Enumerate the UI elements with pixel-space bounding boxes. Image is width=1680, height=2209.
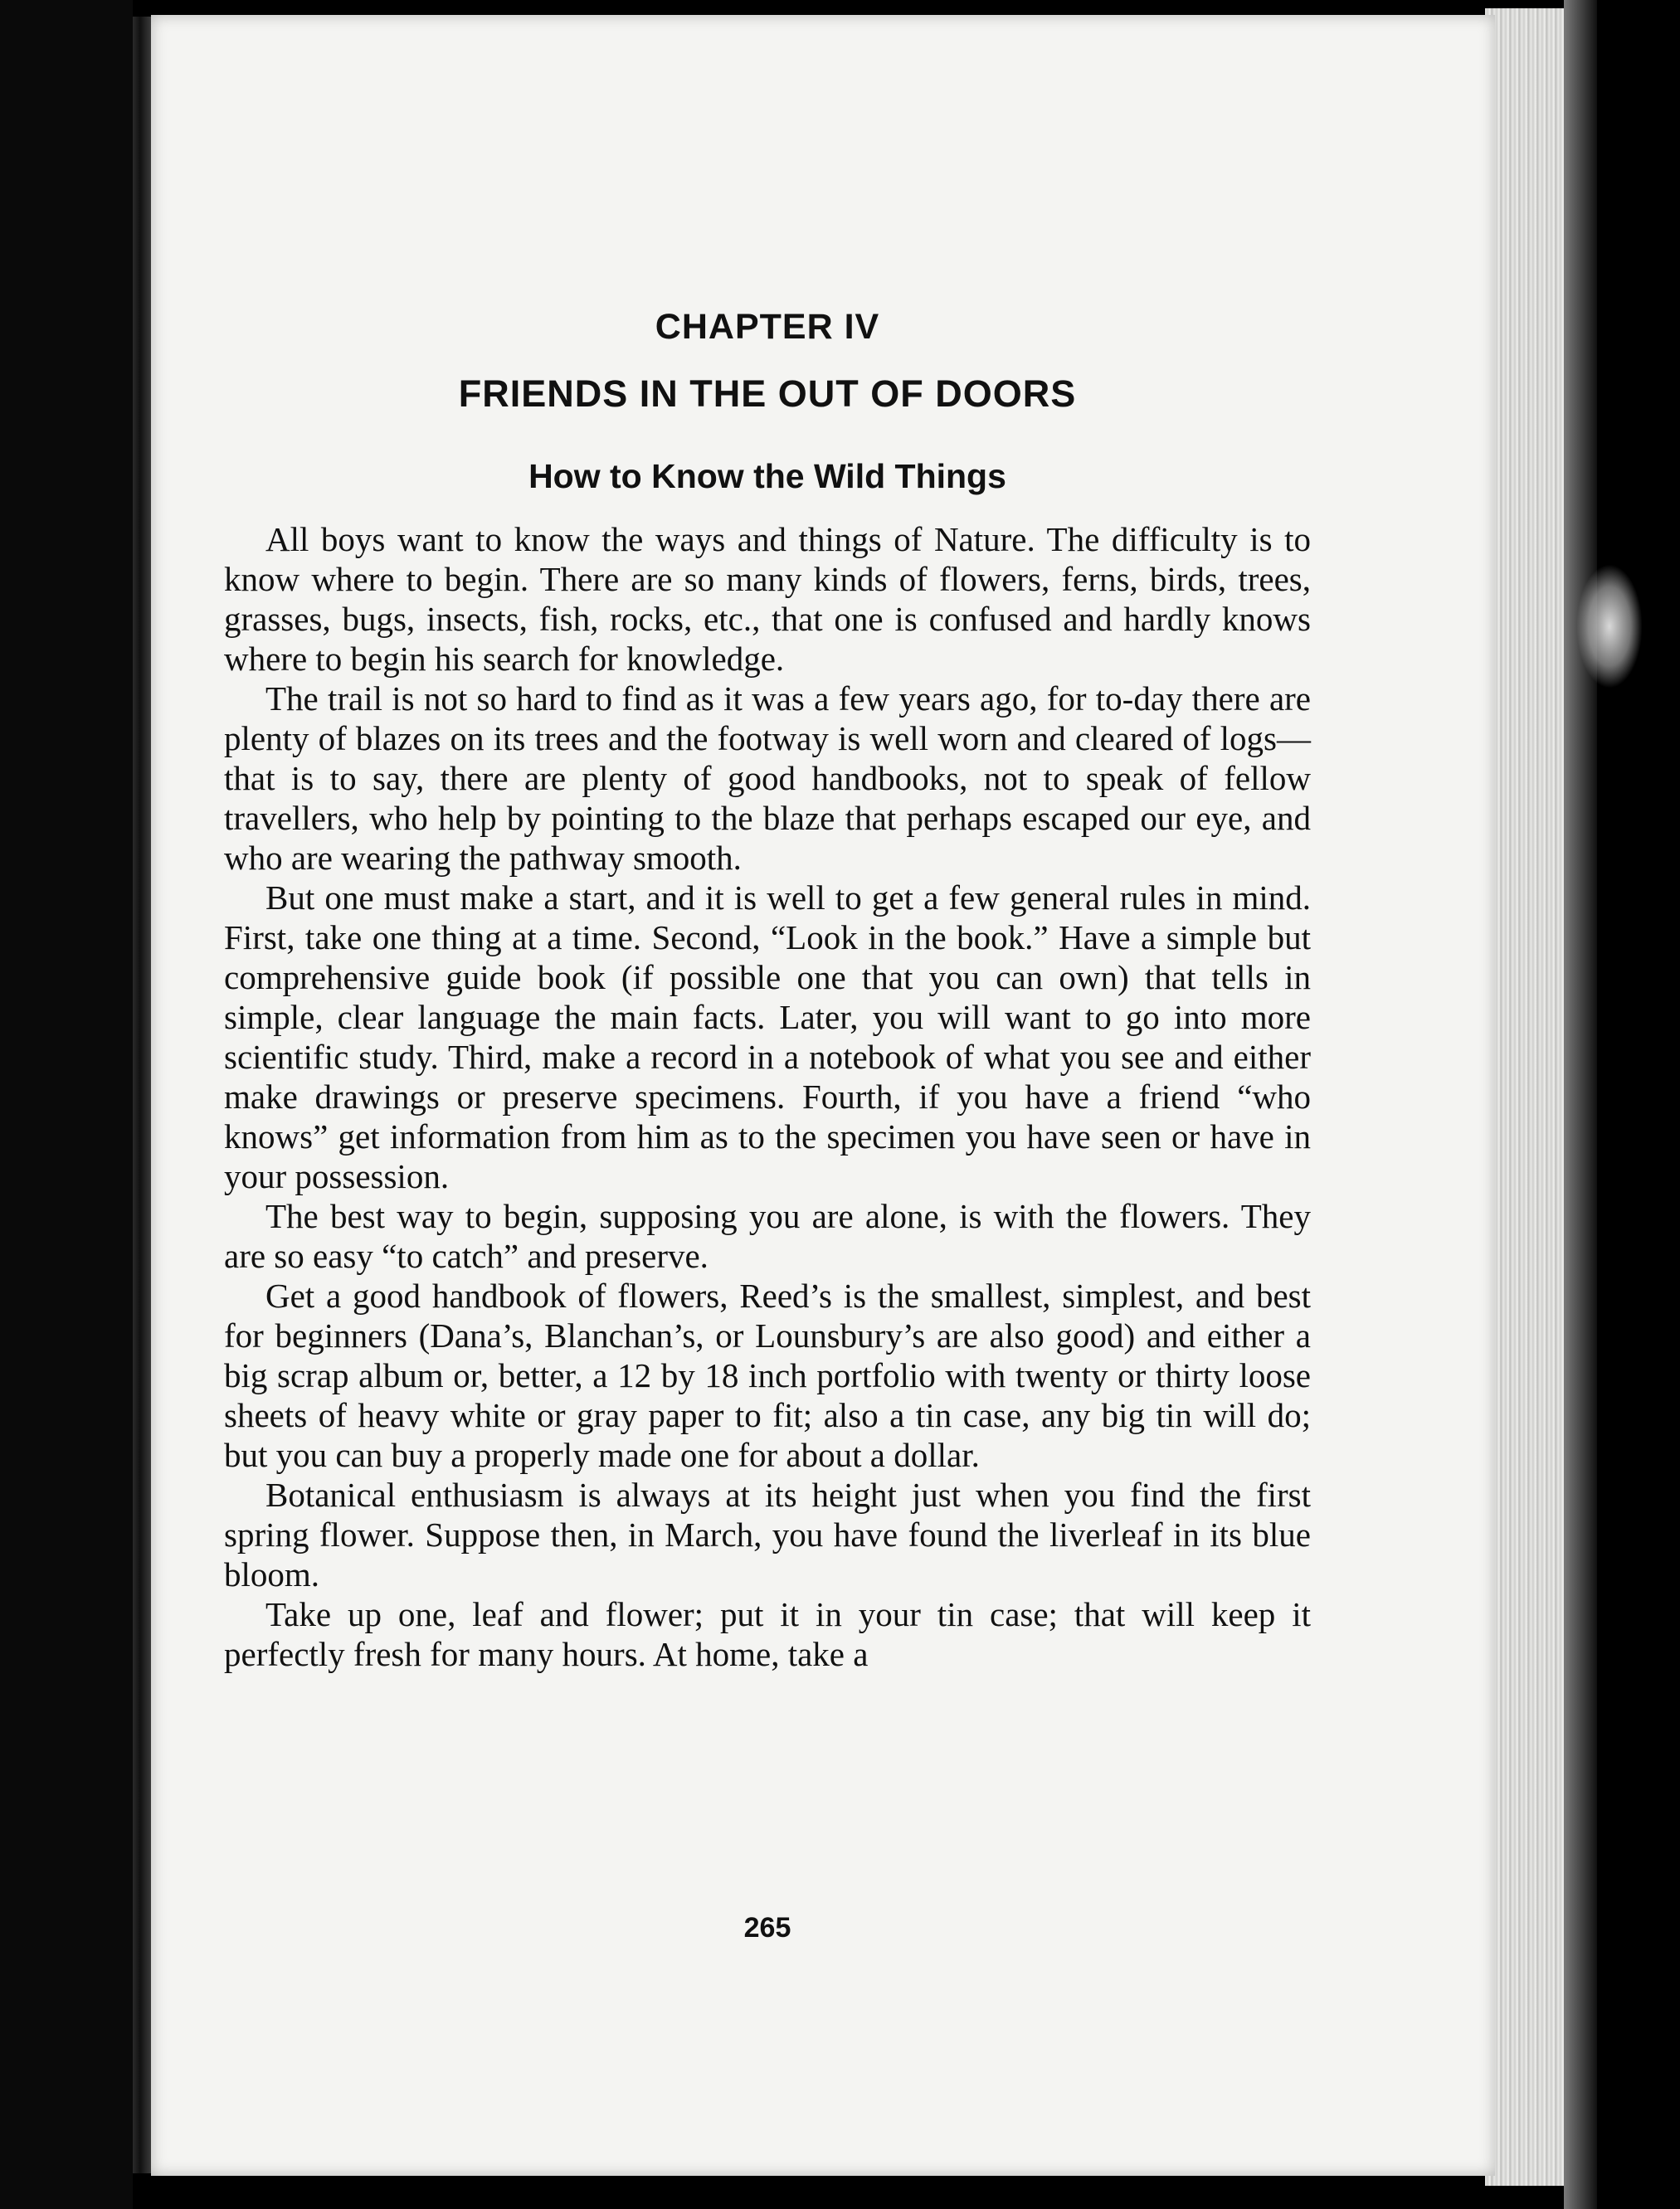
page-content bbox=[224, 307, 1311, 1944]
right-page-edges bbox=[1485, 8, 1576, 2186]
paragraph: The trail is not so hard to find as it was a few years ago, for to-day there are plenty of blazes on its trees and the footway is well worn and cleared of logs—that is to say, there are plenty of good handbooks, not to speak of fellow travellers, who help by pointing to the blaze that perhaps escaped our eye, and who are wearing the pathway smooth. bbox=[224, 679, 1311, 877]
paragraph: Take up one, leaf and flower; put it in your tin case; that will keep it perfectly fresh for many hours. At home, take a bbox=[224, 1595, 1311, 1673]
section-title: How to Know the Wild Things bbox=[528, 457, 1006, 495]
paragraph: All boys want to know the ways and things of Nature. The difficulty is to know where to begin. There are so many kinds of flowers, ferns, birds, trees, grasses, bugs, insects, fish, rocks, etc., that one is confused and hardly knows where to begin his search for knowledge. bbox=[224, 520, 1311, 678]
right-edge-shadow bbox=[1564, 0, 1597, 2209]
page-number: 265 bbox=[743, 1912, 791, 1944]
chapter-title: FRIENDS IN THE OUT OF DOORS bbox=[458, 372, 1077, 415]
paragraph: Get a good handbook of flowers, Reed’s is the smallest, simplest, and best for beginners (Dana’s, Blanchan’s, or Lounsbury’s are also good) and either a big scrap album or, better, a 12 by 18 inch portfolio with twenty or thirty loose sheets of heavy white or gray paper to fit; also a tin case, any big tin will do; but you can buy a properly made one for about a dollar. bbox=[224, 1277, 1311, 1474]
paragraph: Botanical enthusiasm is always at its height just when you find the first spring flower. Suppose then, in March, you have found the liverleaf in its blue bloom. bbox=[224, 1476, 1311, 1593]
left-page-edge bbox=[0, 0, 133, 2209]
chapter-number: CHAPTER IV bbox=[655, 307, 880, 347]
paper-tear-mark bbox=[1576, 564, 1643, 688]
paragraph: The best way to begin, supposing you are alone, is with the flowers. They are so easy “to catch” and preserve. bbox=[224, 1197, 1311, 1275]
paragraph: But one must make a start, and it is well to get a few general rules in mind. First, take one thing at a time. Second, “Look in the book.” Have a simple but comprehensive guide book (if possible one that you can own) that tells in simple, clear language the main facts. Later, you will want to go into more scientific study. Third, make a record in a notebook of what you see and either make drawings or preserve specimens. Fourth, if you have a friend “who knows” get information from him as to the specimen you have seen or have in your possession. bbox=[224, 878, 1311, 1195]
book-spine bbox=[133, 17, 151, 2173]
